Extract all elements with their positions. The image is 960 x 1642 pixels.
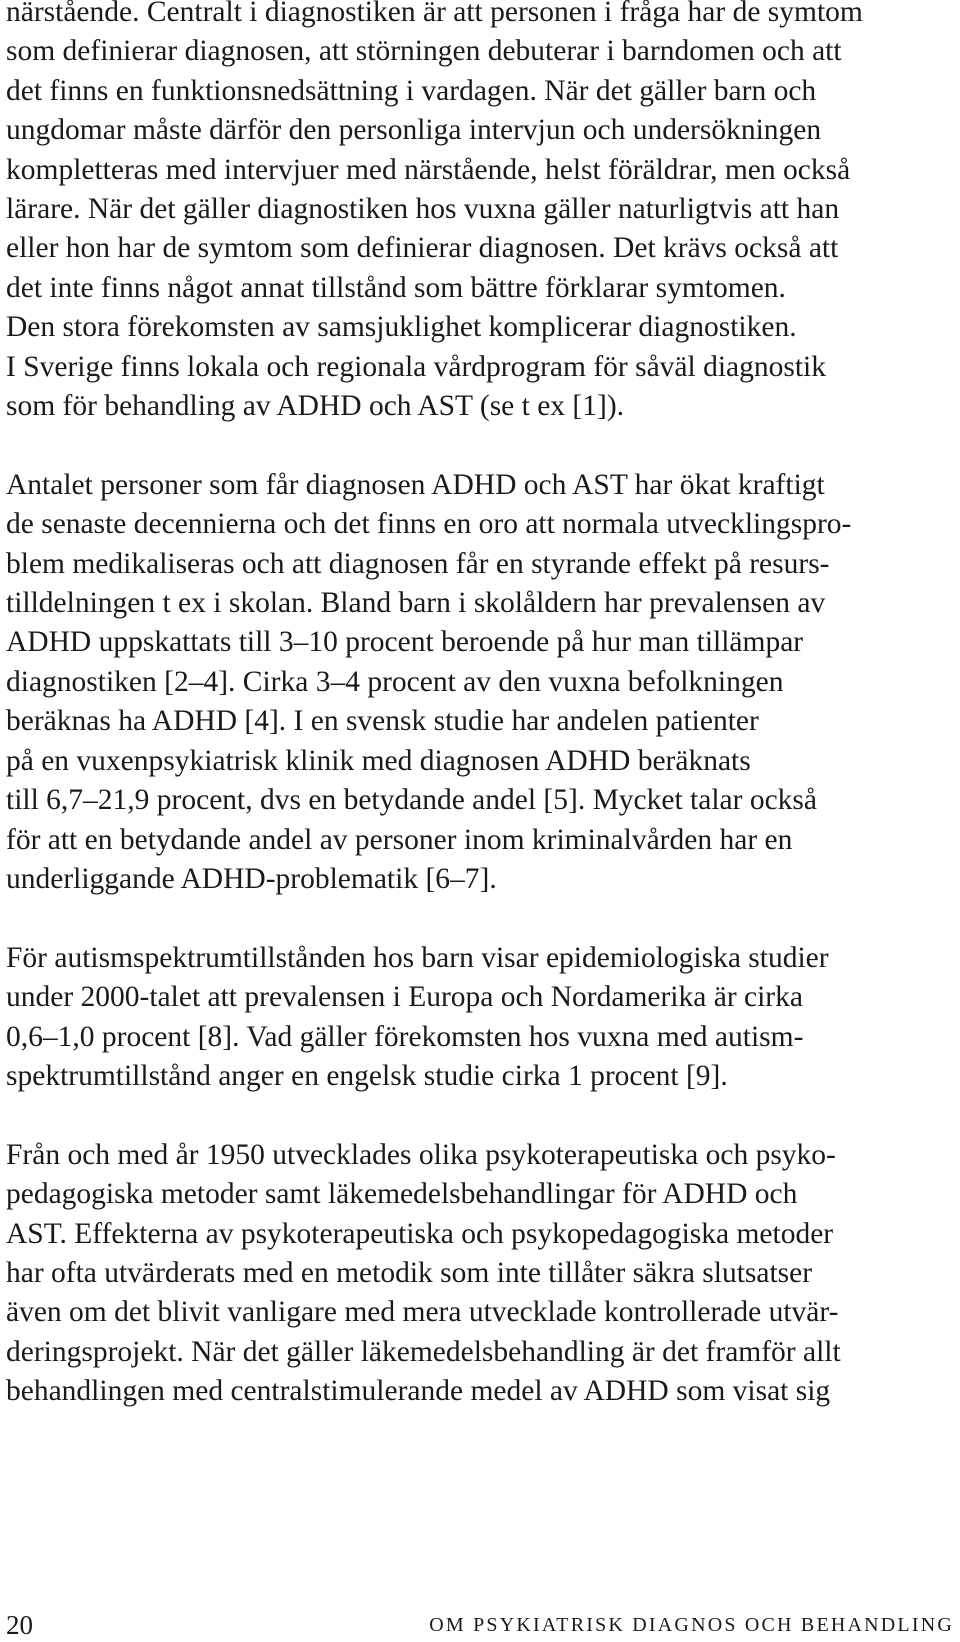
text-line: de senaste decennierna och det finns en oro att normala utvecklingspro- — [6, 508, 852, 541]
paragraph-treatment-methods — [6, 1136, 956, 1412]
text-line: lärare. När det gäller diagnostiken hos vuxna gäller naturligtvis att han — [6, 193, 840, 226]
text-line: Den stora förekomsten av samsjuklighet komplicerar diagnostiken. — [6, 311, 797, 344]
page-footer — [6, 1608, 954, 1642]
text-line: 0,6–1,0 procent [8]. Vad gäller förekomsten hos vuxna med autism- — [6, 1020, 804, 1053]
text-line: diagnostiken [2–4]. Cirka 3–4 procent av den vuxna befolkningen — [6, 665, 784, 698]
body-text — [6, 0, 956, 1412]
text-line: deringsprojekt. När det gäller läkemedelsbehandling är det framför allt — [6, 1335, 841, 1368]
paragraph-diagnostics — [6, 0, 956, 426]
text-line: har ofta utvärderats med en metodik som inte tillåter säkra slutsatser — [6, 1256, 813, 1289]
text-line: AST. Effekterna av psykoterapeutiska och psykopedagogiska metoder — [6, 1217, 834, 1250]
text-line: även om det blivit vanligare med mera utvecklade kontrollerade utvär- — [6, 1296, 839, 1329]
text-line: som definierar diagnosen, att störningen debuterar i barndomen och att — [6, 35, 842, 68]
text-line: spektrumtillstånd anger en engelsk studie cirka 1 procent [9]. — [6, 1059, 728, 1092]
text-line: Från och med år 1950 utvecklades olika psykoterapeutiska och psyko- — [6, 1138, 836, 1171]
text-line: ungdomar måste därför den personliga intervjun och undersökningen — [6, 114, 822, 147]
text-line: behandlingen med centralstimulerande medel av ADHD som visat sig — [6, 1375, 831, 1408]
text-line: som för behandling av ADHD och AST (se t ex [1]). — [6, 390, 625, 423]
text-line: på en vuxenpsykiatrisk klinik med diagnosen ADHD beräknats — [6, 744, 751, 777]
paragraph-adhd-prevalence — [6, 466, 956, 899]
page-number: 20 — [6, 1610, 33, 1640]
text-line: för att en betydande andel av personer inom kriminalvården har en — [6, 823, 793, 856]
text-line: det inte finns något annat tillstånd som bättre förklarar symtomen. — [6, 271, 786, 304]
running-title: OM PSYKIATRISK DIAGNOS OCH BEHANDLING — [429, 1614, 954, 1636]
text-line: under 2000-talet att prevalensen i Europa och Nordamerika är cirka — [6, 981, 803, 1014]
text-line: I Sverige finns lokala och regionala vårdprogram för såväl diagnostik — [6, 350, 827, 383]
text-line: ADHD uppskattats till 3–10 procent beroende på hur man tillämpar — [6, 626, 804, 659]
text-line: till 6,7–21,9 procent, dvs en betydande andel [5]. Mycket talar också — [6, 784, 818, 817]
text-line: För autismspektrumtillstånden hos barn visar epidemiologiska studier — [6, 941, 829, 974]
text-line: pedagogiska metoder samt läkemedelsbehandlingar för ADHD och — [6, 1178, 798, 1211]
text-line: det finns en funktionsnedsättning i vardagen. När det gäller barn och — [6, 74, 817, 107]
text-line: tilldelningen t ex i skolan. Bland barn i skolåldern har prevalensen av — [6, 587, 826, 620]
paragraph-autism-prevalence — [6, 939, 956, 1097]
text-line: underliggande ADHD-problematik [6–7]. — [6, 862, 497, 895]
text-line: kompletteras med intervjuer med närstående, helst föräldrar, men också — [6, 153, 851, 186]
text-line: eller hon har de symtom som definierar diagnosen. Det krävs också att — [6, 232, 839, 265]
text-line: Antalet personer som får diagnosen ADHD och AST har ökat kraftigt — [6, 468, 825, 501]
text-line: beräknas ha ADHD [4]. I en svensk studie har andelen patienter — [6, 705, 759, 738]
text-line: närstående. Centralt i diagnostiken är att personen i fråga har de symtom — [6, 0, 863, 28]
text-line: blem medikaliseras och att diagnosen får en styrande effekt på resurs- — [6, 547, 830, 580]
